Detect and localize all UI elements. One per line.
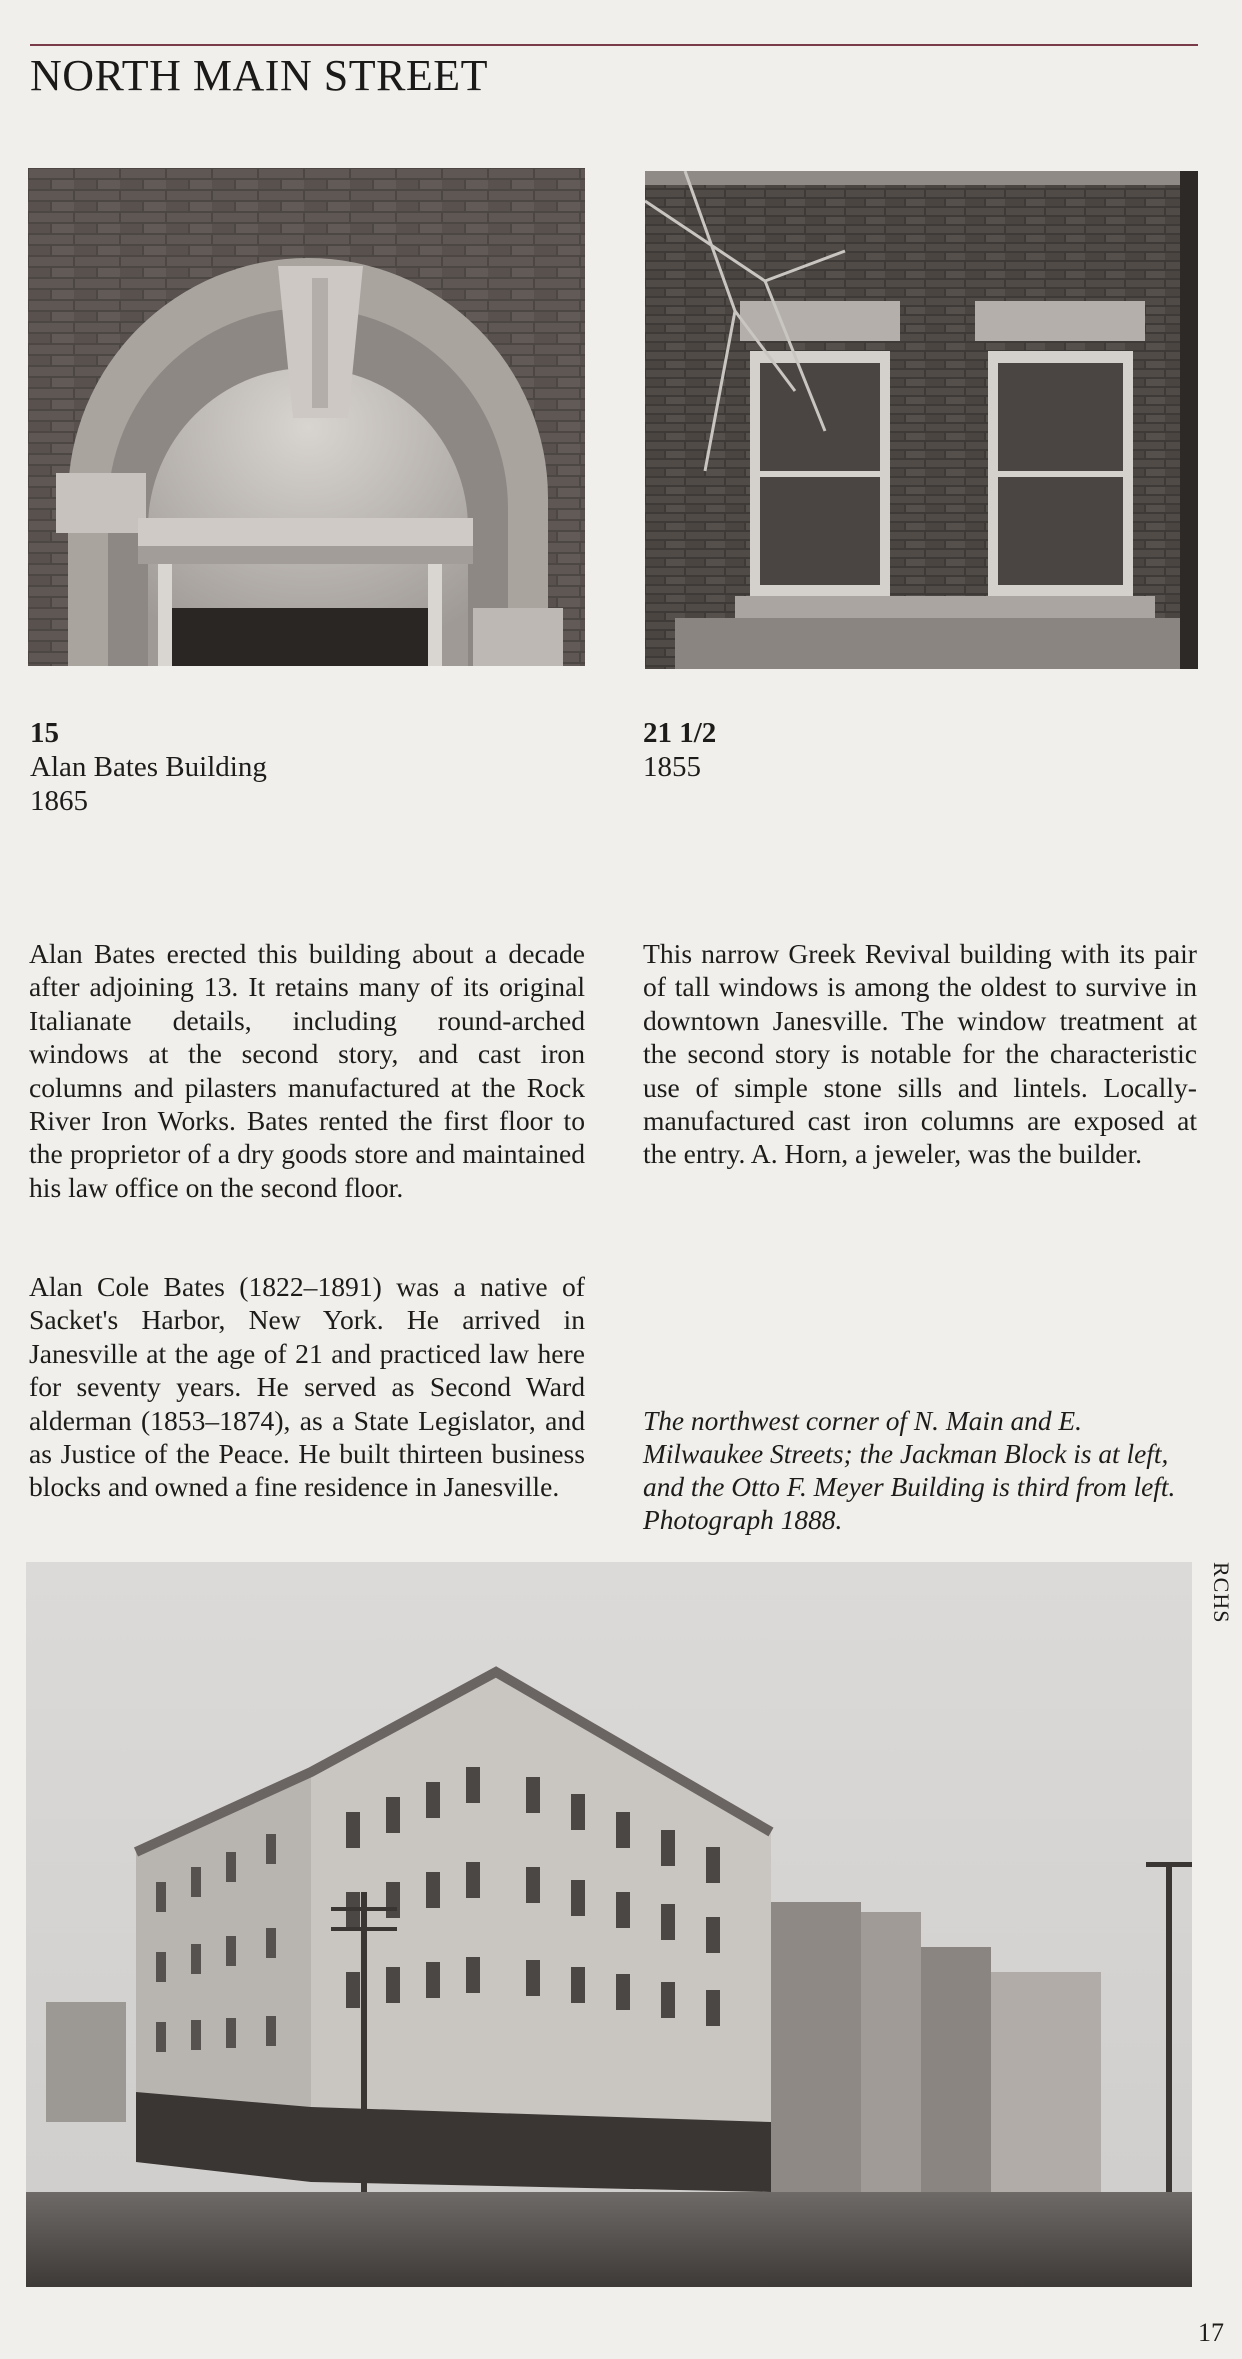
photo-credit: RCHS — [1209, 1562, 1234, 1624]
entry-caption-15 — [30, 716, 267, 818]
greek-revival-description: This narrow Greek Revival building with its pair of tall windows is among the oldest to survive in downtown Janesville. The window treatment at the second story is notable for the characteristic use of simple stone sills and lintels. Locally-manufactured cast iron columns are exposed at the entry. A. Horn, a jeweler, was the builder. — [643, 938, 1197, 1170]
entry-year: 1865 — [30, 785, 88, 817]
entry-building-name: Alan Bates Building — [30, 751, 267, 783]
entry-caption-21-1-2 — [643, 716, 716, 784]
page-number: 17 — [1198, 2318, 1224, 2347]
street-corner-illustration — [26, 1562, 1192, 2287]
paired-windows-illustration — [645, 171, 1198, 669]
arched-window-photo — [28, 168, 585, 666]
historic-photo-caption: The northwest corner of N. Main and E. Milwaukee Streets; the Jackman Block is at left, and the Otto F. Meyer Building is third from left. Photograph 1888. — [643, 1406, 1176, 1535]
historic-street-photo — [26, 1562, 1192, 2287]
entry-number: 15 — [30, 717, 59, 749]
paired-windows-photo — [645, 171, 1198, 669]
entry-year: 1855 — [643, 751, 701, 783]
page-title: NORTH MAIN STREET — [30, 51, 489, 100]
bates-building-description: Alan Bates erected this building about a decade after adjoining 13. It retains many of its original Italianate details, including round-arched windows at the second story, and cast iron columns and pilasters manufactured at the Rock River Iron Works. Bates rented the first floor to the proprietor of a dry goods store and maintained his law office on the second floor. — [29, 938, 585, 1203]
header-rule — [30, 44, 1198, 46]
alan-bates-biography: Alan Cole Bates (1822–1891) was a native of Sacket's Harbor, New York. He arrived in Janesville at the age of 21 and practiced law here for seventy years. He served as Second Ward alderman (1853–1874), as a State Legislator, and as Justice of the Peace. He built thirteen business blocks and owned a fine residence in Janesville. — [29, 1271, 585, 1503]
entry-number: 21 1/2 — [643, 717, 717, 749]
arched-window-illustration — [28, 168, 585, 666]
